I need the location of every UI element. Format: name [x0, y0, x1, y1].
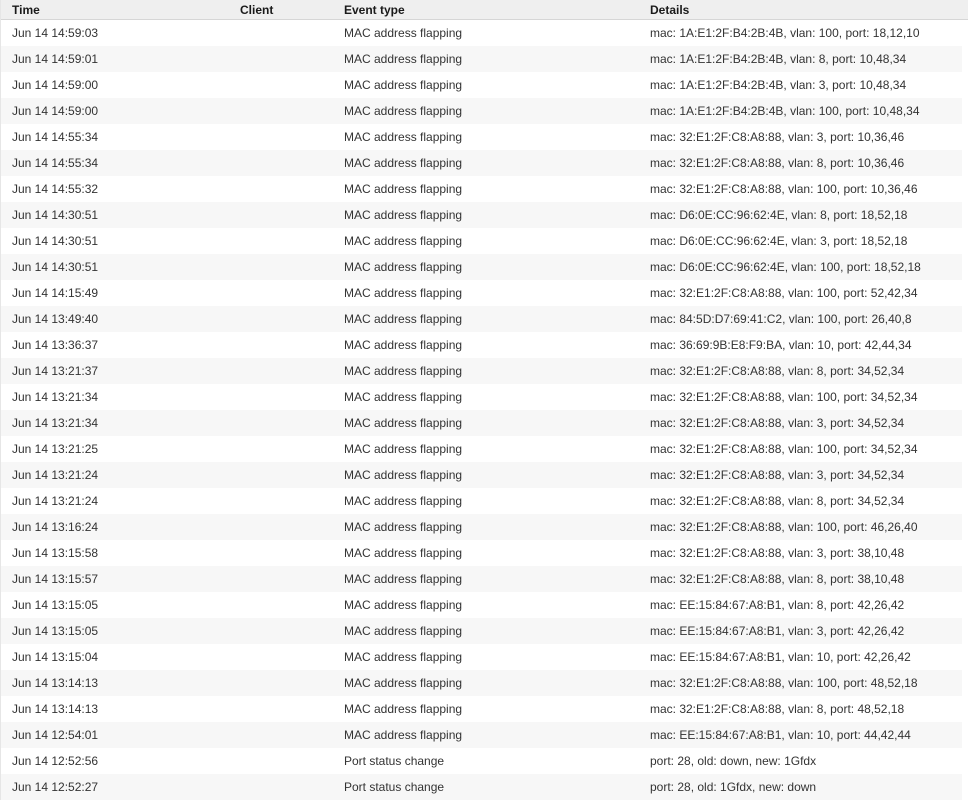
table-row [1, 488, 968, 514]
column-header-event-type: Event type [344, 0, 650, 20]
details-cell: mac: 32:E1:2F:C8:A8:88, vlan: 100, port: 34,52,34 [650, 436, 968, 462]
time-cell: Jun 14 13:21:34 [1, 410, 240, 436]
event-type-cell: MAC address flapping [344, 254, 650, 280]
details-cell: mac: 1A:E1:2F:B4:2B:4B, vlan: 8, port: 10,48,34 [650, 46, 968, 72]
client-cell [240, 748, 344, 774]
event-type-cell: MAC address flapping [344, 488, 650, 514]
client-cell [240, 306, 344, 332]
client-cell [240, 202, 344, 228]
event-type-cell: MAC address flapping [344, 98, 650, 124]
time-cell: Jun 14 14:59:00 [1, 98, 240, 124]
table-header-row [1, 0, 968, 20]
client-cell [240, 540, 344, 566]
client-cell [240, 670, 344, 696]
table-row [1, 280, 968, 306]
client-cell [240, 124, 344, 150]
column-header-time: Time [1, 0, 240, 20]
table-row [1, 696, 968, 722]
table-row [1, 124, 968, 150]
table-row [1, 670, 968, 696]
event-log-table [1, 0, 968, 800]
table-row [1, 358, 968, 384]
time-cell: Jun 14 14:30:51 [1, 228, 240, 254]
details-cell: mac: D6:0E:CC:96:62:4E, vlan: 100, port: 18,52,18 [650, 254, 968, 280]
event-type-cell: MAC address flapping [344, 644, 650, 670]
details-cell: mac: 1A:E1:2F:B4:2B:4B, vlan: 100, port: 10,48,34 [650, 98, 968, 124]
details-cell: mac: 32:E1:2F:C8:A8:88, vlan: 3, port: 38,10,48 [650, 540, 968, 566]
event-type-cell: MAC address flapping [344, 514, 650, 540]
event-type-cell: MAC address flapping [344, 150, 650, 176]
details-cell: mac: 32:E1:2F:C8:A8:88, vlan: 8, port: 10,36,46 [650, 150, 968, 176]
time-cell: Jun 14 13:21:25 [1, 436, 240, 462]
time-cell: Jun 14 12:54:01 [1, 722, 240, 748]
time-cell: Jun 14 14:55:32 [1, 176, 240, 202]
event-type-cell: MAC address flapping [344, 436, 650, 462]
time-cell: Jun 14 13:49:40 [1, 306, 240, 332]
event-type-cell: MAC address flapping [344, 20, 650, 46]
event-type-cell: MAC address flapping [344, 358, 650, 384]
time-cell: Jun 14 14:59:00 [1, 72, 240, 98]
table-row [1, 514, 968, 540]
event-type-cell: MAC address flapping [344, 176, 650, 202]
time-cell: Jun 14 12:52:56 [1, 748, 240, 774]
time-cell: Jun 14 13:21:24 [1, 488, 240, 514]
event-type-cell: MAC address flapping [344, 410, 650, 436]
details-cell: mac: 36:69:9B:E8:F9:BA, vlan: 10, port: 42,44,34 [650, 332, 968, 358]
time-cell: Jun 14 14:59:03 [1, 20, 240, 46]
details-cell: mac: 32:E1:2F:C8:A8:88, vlan: 8, port: 34,52,34 [650, 488, 968, 514]
table-row [1, 384, 968, 410]
client-cell [240, 644, 344, 670]
event-type-cell: MAC address flapping [344, 202, 650, 228]
client-cell [240, 46, 344, 72]
event-type-cell: MAC address flapping [344, 228, 650, 254]
event-type-cell: MAC address flapping [344, 670, 650, 696]
table-header [1, 0, 968, 20]
client-cell [240, 774, 344, 800]
client-cell [240, 72, 344, 98]
time-cell: Jun 14 13:15:04 [1, 644, 240, 670]
time-cell: Jun 14 13:14:13 [1, 696, 240, 722]
client-cell [240, 722, 344, 748]
time-cell: Jun 14 13:14:13 [1, 670, 240, 696]
details-cell: mac: EE:15:84:67:A8:B1, vlan: 8, port: 42,26,42 [650, 592, 968, 618]
client-cell [240, 228, 344, 254]
client-cell [240, 410, 344, 436]
details-cell: mac: EE:15:84:67:A8:B1, vlan: 10, port: 44,42,44 [650, 722, 968, 748]
details-cell: mac: EE:15:84:67:A8:B1, vlan: 3, port: 42,26,42 [650, 618, 968, 644]
time-cell: Jun 14 13:15:05 [1, 592, 240, 618]
time-cell: Jun 14 14:55:34 [1, 124, 240, 150]
time-cell: Jun 14 14:59:01 [1, 46, 240, 72]
event-type-cell: MAC address flapping [344, 566, 650, 592]
details-cell: mac: 32:E1:2F:C8:A8:88, vlan: 100, port: 10,36,46 [650, 176, 968, 202]
details-cell: mac: 32:E1:2F:C8:A8:88, vlan: 100, port: 48,52,18 [650, 670, 968, 696]
client-cell [240, 618, 344, 644]
time-cell: Jun 14 13:21:34 [1, 384, 240, 410]
client-cell [240, 332, 344, 358]
client-cell [240, 592, 344, 618]
details-cell: mac: 1A:E1:2F:B4:2B:4B, vlan: 100, port: 18,12,10 [650, 20, 968, 46]
table-row [1, 150, 968, 176]
time-cell: Jun 14 14:30:51 [1, 202, 240, 228]
client-cell [240, 98, 344, 124]
client-cell [240, 436, 344, 462]
event-type-cell: MAC address flapping [344, 280, 650, 306]
details-cell: mac: 32:E1:2F:C8:A8:88, vlan: 3, port: 34,52,34 [650, 462, 968, 488]
details-cell: mac: 32:E1:2F:C8:A8:88, vlan: 8, port: 34,52,34 [650, 358, 968, 384]
details-cell: mac: 32:E1:2F:C8:A8:88, vlan: 8, port: 48,52,18 [650, 696, 968, 722]
table-row [1, 72, 968, 98]
client-cell [240, 488, 344, 514]
column-header-client: Client [240, 0, 344, 20]
client-cell [240, 384, 344, 410]
client-cell [240, 566, 344, 592]
details-cell: mac: 32:E1:2F:C8:A8:88, vlan: 100, port: 46,26,40 [650, 514, 968, 540]
table-row [1, 332, 968, 358]
table-row [1, 592, 968, 618]
details-cell: mac: 32:E1:2F:C8:A8:88, vlan: 100, port: 34,52,34 [650, 384, 968, 410]
time-cell: Jun 14 13:15:05 [1, 618, 240, 644]
event-type-cell: MAC address flapping [344, 540, 650, 566]
table-row [1, 410, 968, 436]
time-cell: Jun 14 13:16:24 [1, 514, 240, 540]
time-cell: Jun 14 14:30:51 [1, 254, 240, 280]
table-row [1, 566, 968, 592]
table-row [1, 462, 968, 488]
client-cell [240, 150, 344, 176]
event-type-cell: MAC address flapping [344, 722, 650, 748]
table-row [1, 540, 968, 566]
table-row [1, 306, 968, 332]
time-cell: Jun 14 14:15:49 [1, 280, 240, 306]
column-header-details: Details [650, 0, 968, 20]
client-cell [240, 20, 344, 46]
table-row [1, 202, 968, 228]
table-row [1, 254, 968, 280]
details-cell: mac: 32:E1:2F:C8:A8:88, vlan: 3, port: 10,36,46 [650, 124, 968, 150]
details-cell: mac: 32:E1:2F:C8:A8:88, vlan: 3, port: 34,52,34 [650, 410, 968, 436]
event-type-cell: MAC address flapping [344, 384, 650, 410]
time-cell: Jun 14 13:15:58 [1, 540, 240, 566]
table-row [1, 98, 968, 124]
event-type-cell: MAC address flapping [344, 332, 650, 358]
details-cell: mac: D6:0E:CC:96:62:4E, vlan: 8, port: 18,52,18 [650, 202, 968, 228]
table-row [1, 722, 968, 748]
time-cell: Jun 14 14:55:34 [1, 150, 240, 176]
event-type-cell: Port status change [344, 774, 650, 800]
client-cell [240, 514, 344, 540]
details-cell: mac: D6:0E:CC:96:62:4E, vlan: 3, port: 18,52,18 [650, 228, 968, 254]
client-cell [240, 280, 344, 306]
event-type-cell: MAC address flapping [344, 592, 650, 618]
event-type-cell: MAC address flapping [344, 124, 650, 150]
table-row [1, 436, 968, 462]
event-type-cell: Port status change [344, 748, 650, 774]
table-row [1, 644, 968, 670]
table-row [1, 176, 968, 202]
client-cell [240, 176, 344, 202]
event-type-cell: MAC address flapping [344, 462, 650, 488]
event-table-body [1, 20, 968, 800]
details-cell: mac: 84:5D:D7:69:41:C2, vlan: 100, port: 26,40,8 [650, 306, 968, 332]
details-cell: mac: EE:15:84:67:A8:B1, vlan: 10, port: 42,26,42 [650, 644, 968, 670]
table-row [1, 228, 968, 254]
event-type-cell: MAC address flapping [344, 72, 650, 98]
details-cell: mac: 1A:E1:2F:B4:2B:4B, vlan: 3, port: 10,48,34 [650, 72, 968, 98]
client-cell [240, 462, 344, 488]
event-type-cell: MAC address flapping [344, 46, 650, 72]
event-type-cell: MAC address flapping [344, 306, 650, 332]
details-cell: port: 28, old: down, new: 1Gfdx [650, 748, 968, 774]
details-cell: mac: 32:E1:2F:C8:A8:88, vlan: 8, port: 38,10,48 [650, 566, 968, 592]
table-row [1, 774, 968, 800]
table-row [1, 748, 968, 774]
time-cell: Jun 14 13:36:37 [1, 332, 240, 358]
time-cell: Jun 14 13:15:57 [1, 566, 240, 592]
details-cell: mac: 32:E1:2F:C8:A8:88, vlan: 100, port: 52,42,34 [650, 280, 968, 306]
table-row [1, 46, 968, 72]
table-row [1, 20, 968, 46]
client-cell [240, 254, 344, 280]
event-type-cell: MAC address flapping [344, 696, 650, 722]
time-cell: Jun 14 13:21:37 [1, 358, 240, 384]
details-cell: port: 28, old: 1Gfdx, new: down [650, 774, 968, 800]
client-cell [240, 358, 344, 384]
event-type-cell: MAC address flapping [344, 618, 650, 644]
time-cell: Jun 14 12:52:27 [1, 774, 240, 800]
time-cell: Jun 14 13:21:24 [1, 462, 240, 488]
client-cell [240, 696, 344, 722]
table-row [1, 618, 968, 644]
